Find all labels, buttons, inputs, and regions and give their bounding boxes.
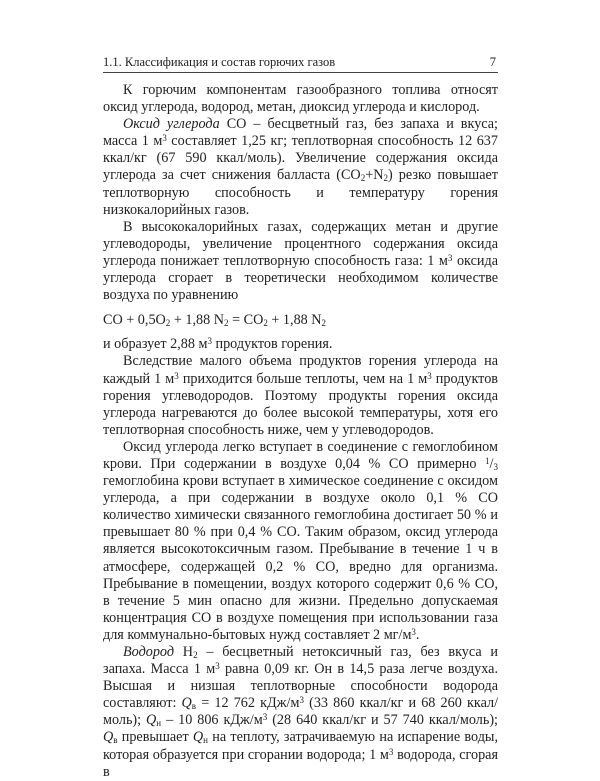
- paragraph-1: К горючим компонентам газообразного топлива относят оксид углерода, водород, метан, диоксид углерода и кислород.: [103, 82, 498, 116]
- fraction-numerator: 1: [485, 455, 490, 466]
- paragraph-2: Оксид углерода СО – бесцветный газ, без запаха и вкуса; масса 1 $м^3$ составляет 1,25 кг; теплотворная способность 12 637 ккал/кг (67 590 ккал/моль). Увеличение содержания оксида углерода за счет снижения балласта $(СО_2+N_2)$ резко повышает теплотворную способность и температуру горения низкокалорийных газов.: [103, 116, 499, 218]
- page-number: 7: [489, 55, 496, 69]
- fraction-denominator: 3: [493, 461, 498, 472]
- term-hydrogen: Водород: [123, 644, 175, 660]
- running-header: [103, 52, 498, 73]
- equation: СО + $0,5О_2 + 1,88$ $N_2 = СО_2 + 1,88$ $N_2$: [103, 312, 327, 329]
- paragraph-6: Оксид углерода легко вступает в соединение с гемоглобином крови. При содержании в воздухе 0,04 % СО примерно $^1/_3$ гемоглобина крови вступает в химическое соединение с оксидом углерода, а при содержании в воздухе около 0,1 % СО количество химически связанного гемоглобина достигает 50 % и превышает 80 % при 0,4 % СО. Таким образом, оксид углерода является высокотоксичным газом. Пребывание в течение 1 ч в атмосфере, содержащей 0,2 % СО, вредно для организма. Пребывание в помещении, воздух которого содержит 0,6 % СО, в течение 5 мин опасно для жизни. Предельно допускаемая концентрация СО в воздухе помещения при использовании газа для коммунально-бытовых нужд составляет 2 $мг/м^3$.: [103, 438, 498, 643]
- section-title: 1.1. Классификация и состав горючих газов: [103, 55, 336, 69]
- paragraph-5: Вследствие малого объема продуктов горения углерода на каждый 1 $м^3$ приходится больше теплоты, чем на 1 $м^3$ продуктов горения углеводородов. Поэтому продукты горения оксида углерода нагреваются до более высокой температуры, хотя его теплотворная способность ниже, чем у углеводородов.: [103, 353, 498, 438]
- paragraph-4: и образует 2,88 $м^3$ продуктов горения.: [103, 336, 333, 353]
- paragraph-3: В высококалорийных газах, содержащих метан и другие углеводороды, увеличение процентного содержания оксида углерода понижает теплотворную способность газа: 1 $м^3$ оксида углерода сгорает в теоретически необходимом количестве воздуха по уравнению: [103, 218, 499, 304]
- paragraph-7: Водород $Н_2$ – бесцветный нетоксичный газ, без вкуса и запаха. Масса 1 $м^3$ равна 0,09 кг. Он в 14,5 раза легче воздуха. Высшая и низшая теплотворные способности водорода составляют: $Q_в = 12$ 762 кДж/$м^3$ (33 860 ккал/кг и 68 260 ккал/моль); $Q_н - 10$ 806 кДж/$м^3$ (28 640 ккал/кг и 57 740 ккал/моль); $Q_в$ превышает $Q_н$ на теплоту, затрачиваемую на испарение воды, которая образуется при сгорании водорода; 1 $м^3$ водорода, сгорая в: [103, 644, 499, 780]
- body-text: [103, 82, 498, 781]
- term-carbon-monoxide: Оксид углерода: [123, 116, 220, 133]
- page: [103, 52, 498, 781]
